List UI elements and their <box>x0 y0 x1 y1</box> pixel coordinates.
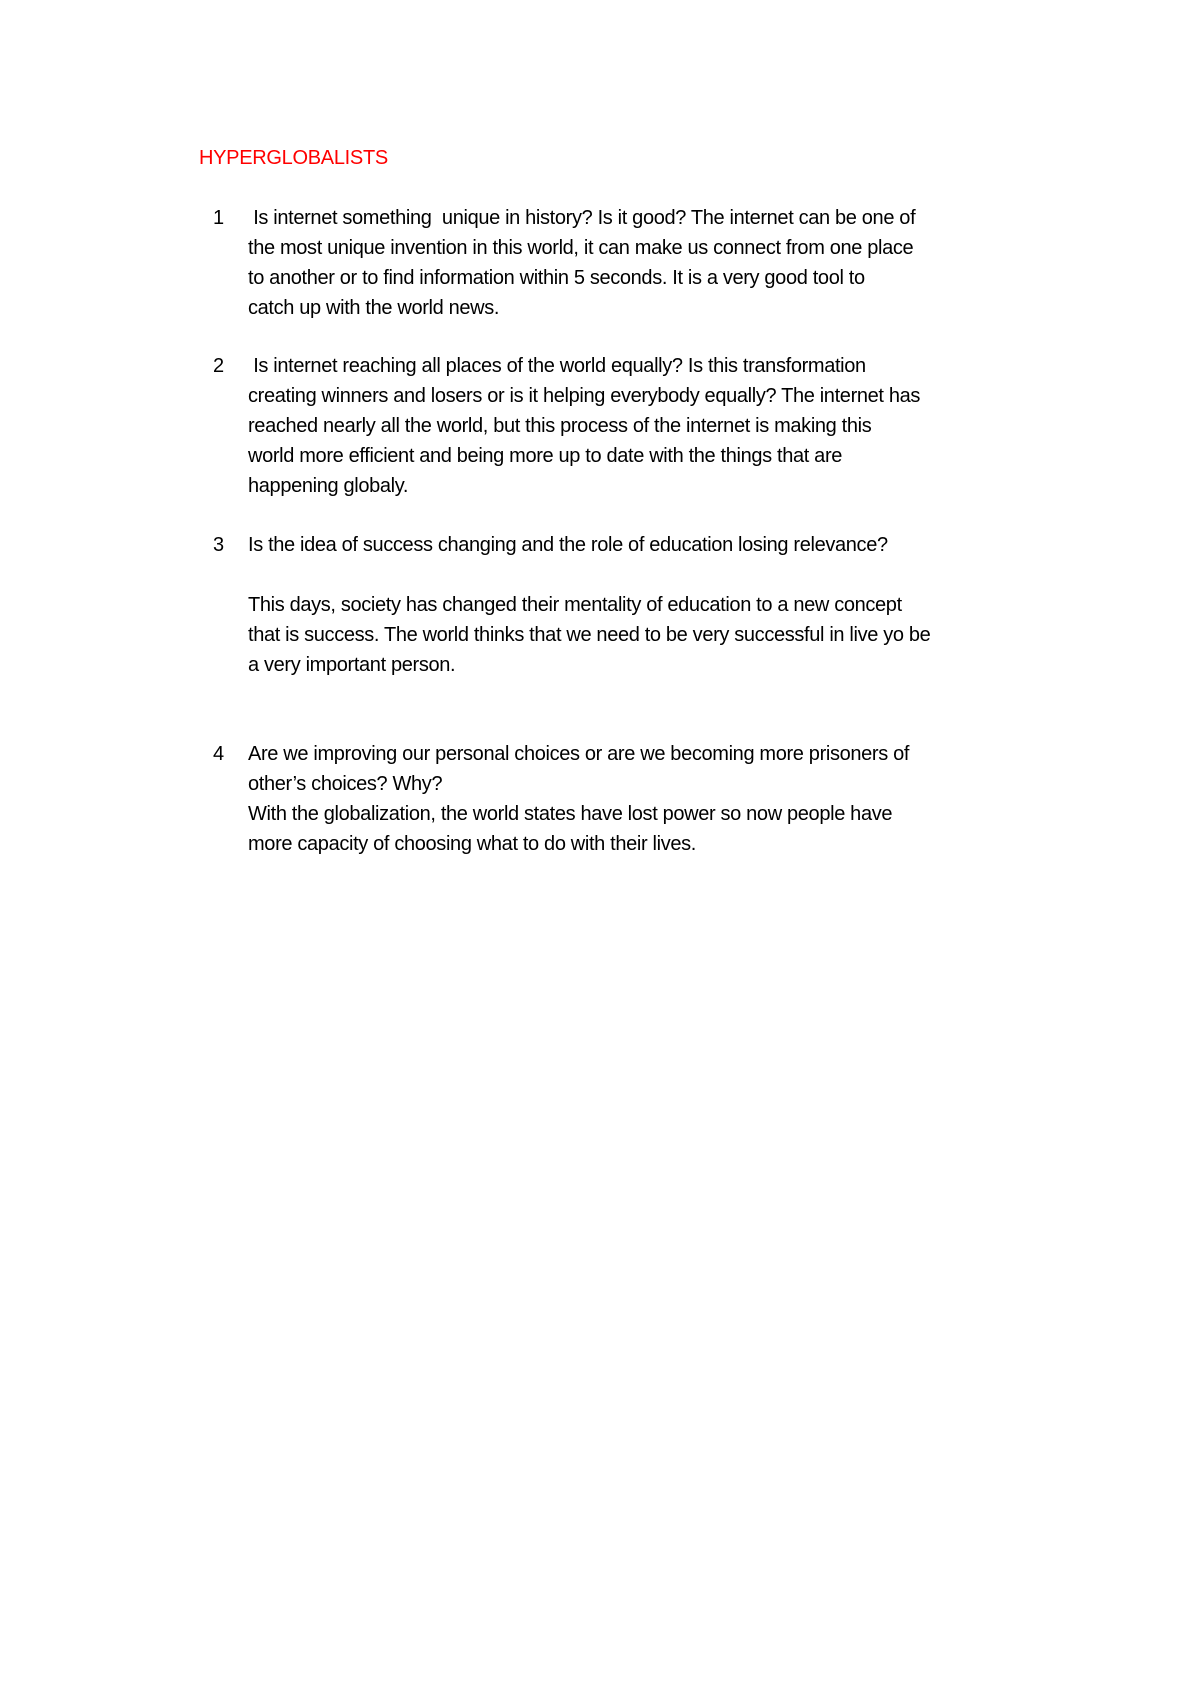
text-line: Is internet something unique in history? Is it good? The internet can be one of <box>248 207 916 229</box>
text-line: a very important person. <box>248 654 456 676</box>
item-number: 1 <box>213 207 225 229</box>
text-line: With the globalization, the world states have lost power so now people have <box>248 803 893 825</box>
document-title: HYPERGLOBALISTS <box>199 147 388 169</box>
text-line: Is internet reaching all places of the world equally? Is this transformation <box>248 355 866 377</box>
text-line: the most unique invention in this world, it can make us connect from one place <box>248 237 914 259</box>
item-number: 4 <box>213 743 225 765</box>
item-text <box>248 739 1048 859</box>
text-line: reached nearly all the world, but this process of the internet is making this <box>248 415 872 437</box>
text-line: catch up with the world news. <box>248 297 500 319</box>
item-text <box>248 351 1048 501</box>
text-line: Are we improving our personal choices or are we becoming more prisoners of <box>248 743 910 765</box>
text-line: that is success. The world thinks that we need to be very successful in live yo be <box>248 624 931 646</box>
paragraph-gap <box>248 560 1048 590</box>
item-text <box>248 530 1048 680</box>
item-number: 3 <box>213 534 225 556</box>
question-line: Is the idea of success changing and the role of education losing relevance? <box>248 534 888 556</box>
text-line: other’s choices? Why? <box>248 773 443 795</box>
text-line: happening globaly. <box>248 475 409 497</box>
text-line: creating winners and losers or is it helping everybody equally? The internet has <box>248 385 921 407</box>
item-number: 2 <box>213 355 225 377</box>
item-text <box>248 203 1048 323</box>
text-line: world more efficient and being more up to date with the things that are <box>248 445 843 467</box>
text-line: more capacity of choosing what to do with their lives. <box>248 833 696 855</box>
text-line: to another or to find information within 5 seconds. It is a very good tool to <box>248 267 865 289</box>
text-line: This days, society has changed their mentality of education to a new concept <box>248 594 902 616</box>
